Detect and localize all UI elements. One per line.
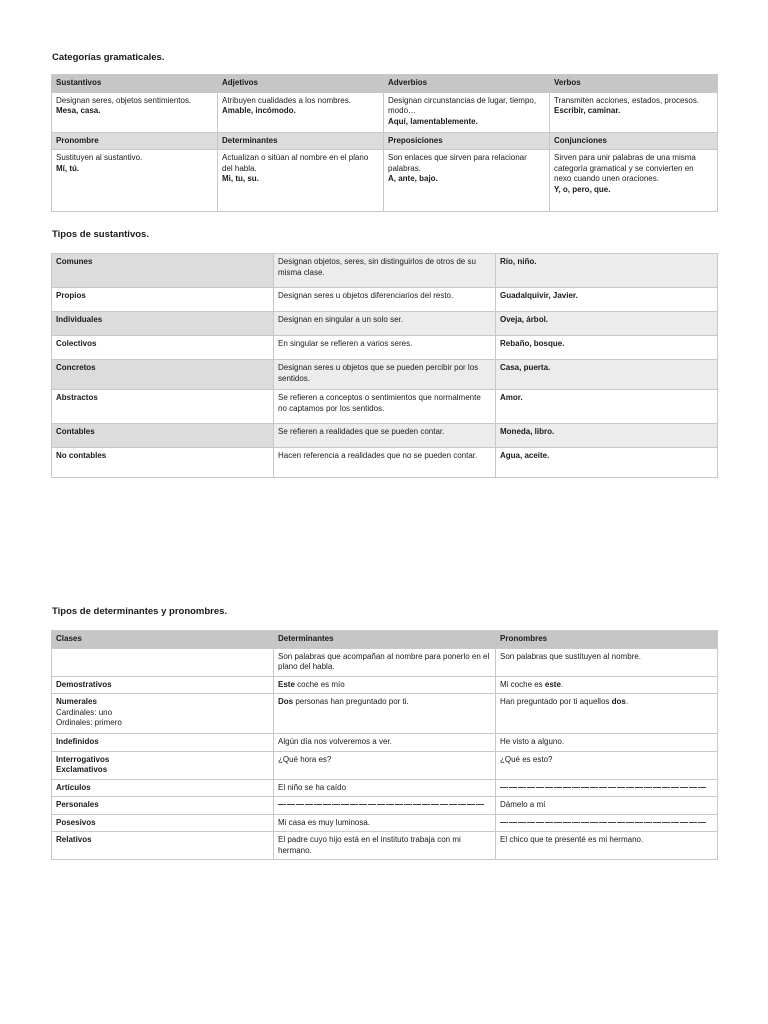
cell-clase-empty	[52, 648, 274, 676]
header-sustantivos: Sustantivos	[52, 75, 218, 93]
sustantivo-type: Abstractos	[52, 390, 274, 424]
sustantivo-row	[52, 424, 718, 448]
sustantivo-desc: Designan seres u objetos diferenciarios del resto.	[274, 288, 496, 312]
cell-examples: Mesa, casa.	[56, 106, 101, 115]
cell-pro	[496, 676, 718, 694]
cell-preposiciones	[384, 150, 550, 212]
cell-conjunciones	[550, 150, 718, 212]
sustantivos-table	[51, 253, 718, 478]
cell-desc: Actualizan o sitúan al nombre en el plano del habla.	[222, 153, 369, 173]
cell-det: ¿Qué hora es?	[274, 751, 496, 779]
sustantivo-examples: Río, niño.	[496, 254, 718, 288]
sustantivo-row	[52, 288, 718, 312]
cell-det: El niño se ha caído	[274, 779, 496, 797]
cell-clase	[52, 694, 274, 734]
cell-examples: Escribir, caminar.	[554, 106, 621, 115]
det-highlight: Este	[278, 679, 295, 689]
sustantivo-type: No contables	[52, 448, 274, 478]
cell-det: Son palabras que acompañan al nombre para ponerlo en el plano del habla.	[274, 648, 496, 676]
cell-clase: Artículos	[52, 779, 274, 797]
categorias-row-1	[52, 92, 718, 132]
pro-highlight: dos	[611, 697, 626, 706]
clase-label: Interrogativos	[56, 754, 110, 764]
cell-desc: Atribuyen cualidades a los nombres.	[222, 95, 351, 105]
cell-pro-empty-dashes: ———————————————————————	[496, 814, 718, 832]
dp-row-relativos	[52, 832, 718, 860]
sustantivo-examples: Oveja, árbol.	[496, 312, 718, 336]
cell-pro	[496, 694, 718, 734]
dp-row-personales	[52, 797, 718, 815]
sustantivo-type: Colectivos	[52, 336, 274, 360]
header-pronombres: Pronombres	[496, 631, 718, 649]
sustantivo-type: Comunes	[52, 254, 274, 288]
cell-examples: Aquí, lamentablemente.	[388, 116, 478, 126]
sustantivo-desc: Designan en singular a un solo ser.	[274, 312, 496, 336]
cell-examples: Mí, tú.	[56, 163, 80, 173]
cell-det: Algún día nos volveremos a ver.	[274, 734, 496, 752]
cell-pro: Son palabras que sustituyen al nombre.	[496, 648, 718, 676]
section-title-determinantes-pronombres: Tipos de determinantes y pronombres.	[52, 606, 228, 617]
cell-det	[274, 676, 496, 694]
header-clases: Clases	[52, 631, 274, 649]
cell-examples: Amable, incómodo.	[222, 106, 296, 115]
dp-row-intro	[52, 648, 718, 676]
dp-row-demostrativos	[52, 676, 718, 694]
dp-row-posesivos	[52, 814, 718, 832]
sustantivo-desc: Se refieren a realidades que se pueden contar.	[274, 424, 496, 448]
cell-adjetivos	[218, 92, 384, 132]
clase-sub-1: Cardinales: uno	[56, 707, 113, 717]
dp-row-articulos	[52, 779, 718, 797]
sustantivo-examples: Amor.	[496, 390, 718, 424]
dp-row-indefinidos	[52, 734, 718, 752]
det-text: personas han preguntado por ti.	[293, 697, 409, 706]
header-adverbios: Adverbios	[384, 75, 550, 93]
cell-adverbios	[384, 92, 550, 132]
cell-pro-empty-dashes: ———————————————————————	[496, 779, 718, 797]
cell-desc: Sirven para unir palabras de una misma categoría gramatical y se convierten en nexo cuando unen oraciones.	[554, 153, 696, 183]
cell-clase: Personales	[52, 797, 274, 815]
clase-sub-2: Ordinales: primero	[56, 718, 122, 727]
cell-clase: Posesivos	[52, 814, 274, 832]
section-title-categorias: Categorías gramaticales.	[52, 52, 165, 63]
clase-label: Numerales	[56, 697, 97, 706]
sustantivo-examples: Casa, puerta.	[496, 360, 718, 390]
cell-desc: Designan circunstancias de lugar, tiempo, modo…	[388, 95, 537, 115]
cell-examples: Y, o, pero, que.	[554, 184, 611, 194]
sustantivo-examples: Rebaño, bosque.	[496, 336, 718, 360]
pro-highlight: este	[544, 679, 561, 689]
cell-det	[274, 694, 496, 734]
cell-det: El padre cuyo hijo está en el instituto trabaja con mi hermano.	[274, 832, 496, 860]
sustantivo-row	[52, 254, 718, 288]
sustantivo-row	[52, 390, 718, 424]
cell-clase	[52, 751, 274, 779]
sustantivo-desc: Hacen referencia a realidades que no se pueden contar.	[274, 448, 496, 478]
sustantivo-row	[52, 336, 718, 360]
cell-pro: He visto a alguno.	[496, 734, 718, 752]
sustantivo-examples: Moneda, libro.	[496, 424, 718, 448]
header-determinantes: Determinantes	[218, 132, 384, 150]
header-adjetivos: Adjetivos	[218, 75, 384, 93]
sustantivo-row	[52, 312, 718, 336]
categorias-row-2	[52, 150, 718, 212]
sustantivo-examples: Agua, aceite.	[496, 448, 718, 478]
sustantivo-type: Individuales	[52, 312, 274, 336]
cell-pro: Dámelo a mí	[496, 797, 718, 815]
cell-det-empty-dashes: ———————————————————————	[274, 797, 496, 815]
cell-pro: El chico que te presenté es mi hermano.	[496, 832, 718, 860]
det-highlight: Dos	[278, 697, 294, 706]
cell-desc: Transmiten acciones, estados, procesos.	[554, 95, 700, 105]
sustantivo-desc: Se refieren a conceptos o sentimientos que normalmente no captamos por los sentidos.	[274, 390, 496, 424]
cell-desc: Designan seres, objetos sentimientos.	[56, 95, 192, 105]
header-verbos: Verbos	[550, 75, 718, 93]
categorias-header-row-1	[52, 75, 718, 93]
cell-det: Mi casa es muy luminosa.	[274, 814, 496, 832]
cell-sustantivos	[52, 92, 218, 132]
sustantivo-row	[52, 448, 718, 478]
section-title-sustantivos: Tipos de sustantivos.	[52, 229, 149, 240]
sustantivo-desc: En singular se refieren a varios seres.	[274, 336, 496, 360]
cell-desc: Son enlaces que sirven para relacionar palabras.	[388, 153, 527, 173]
cell-desc: Sustituyen al sustantivo.	[56, 153, 143, 162]
header-preposiciones: Preposiciones	[384, 132, 550, 150]
cell-examples: Mi, tu, su.	[222, 174, 259, 183]
cell-clase: Indefinidos	[52, 734, 274, 752]
pro-text: Han preguntado por ti aquellos	[500, 697, 612, 706]
header-conjunciones: Conjunciones	[550, 132, 718, 150]
det-text: coche es mío	[294, 679, 345, 689]
sustantivo-type: Contables	[52, 424, 274, 448]
sustantivo-desc: Designan objetos, seres, sin distinguirlos de otros de su misma clase.	[274, 254, 496, 288]
cell-verbos	[550, 92, 718, 132]
categorias-header-row-2	[52, 132, 718, 150]
sustantivo-desc: Designan seres u objetos que se pueden percibir por los sentidos.	[274, 360, 496, 390]
cell-pronombre	[52, 150, 218, 212]
sustantivo-type: Propios	[52, 288, 274, 312]
sustantivo-type: Concretos	[52, 360, 274, 390]
pro-text: Mi coche es	[500, 679, 545, 689]
cell-clase: Relativos	[52, 832, 274, 860]
cell-clase: Demostrativos	[52, 676, 274, 694]
dp-row-numerales	[52, 694, 718, 734]
sustantivo-row	[52, 360, 718, 390]
header-determinantes: Determinantes	[274, 631, 496, 649]
sustantivo-examples: Guadalquivir, Javier.	[496, 288, 718, 312]
determinantes-pronombres-table	[51, 630, 718, 860]
cell-examples: A, ante, bajo.	[388, 174, 438, 183]
header-pronombre: Pronombre	[52, 132, 218, 150]
clase-label-2: Exclamativos	[56, 765, 108, 774]
cell-pro: ¿Qué es esto?	[496, 751, 718, 779]
pro-text-end: .	[560, 679, 564, 689]
dp-header-row	[52, 631, 718, 649]
cell-determinantes	[218, 150, 384, 212]
dp-row-interrogativos	[52, 751, 718, 779]
pro-text-end: .	[625, 697, 629, 706]
categorias-table	[51, 74, 718, 212]
